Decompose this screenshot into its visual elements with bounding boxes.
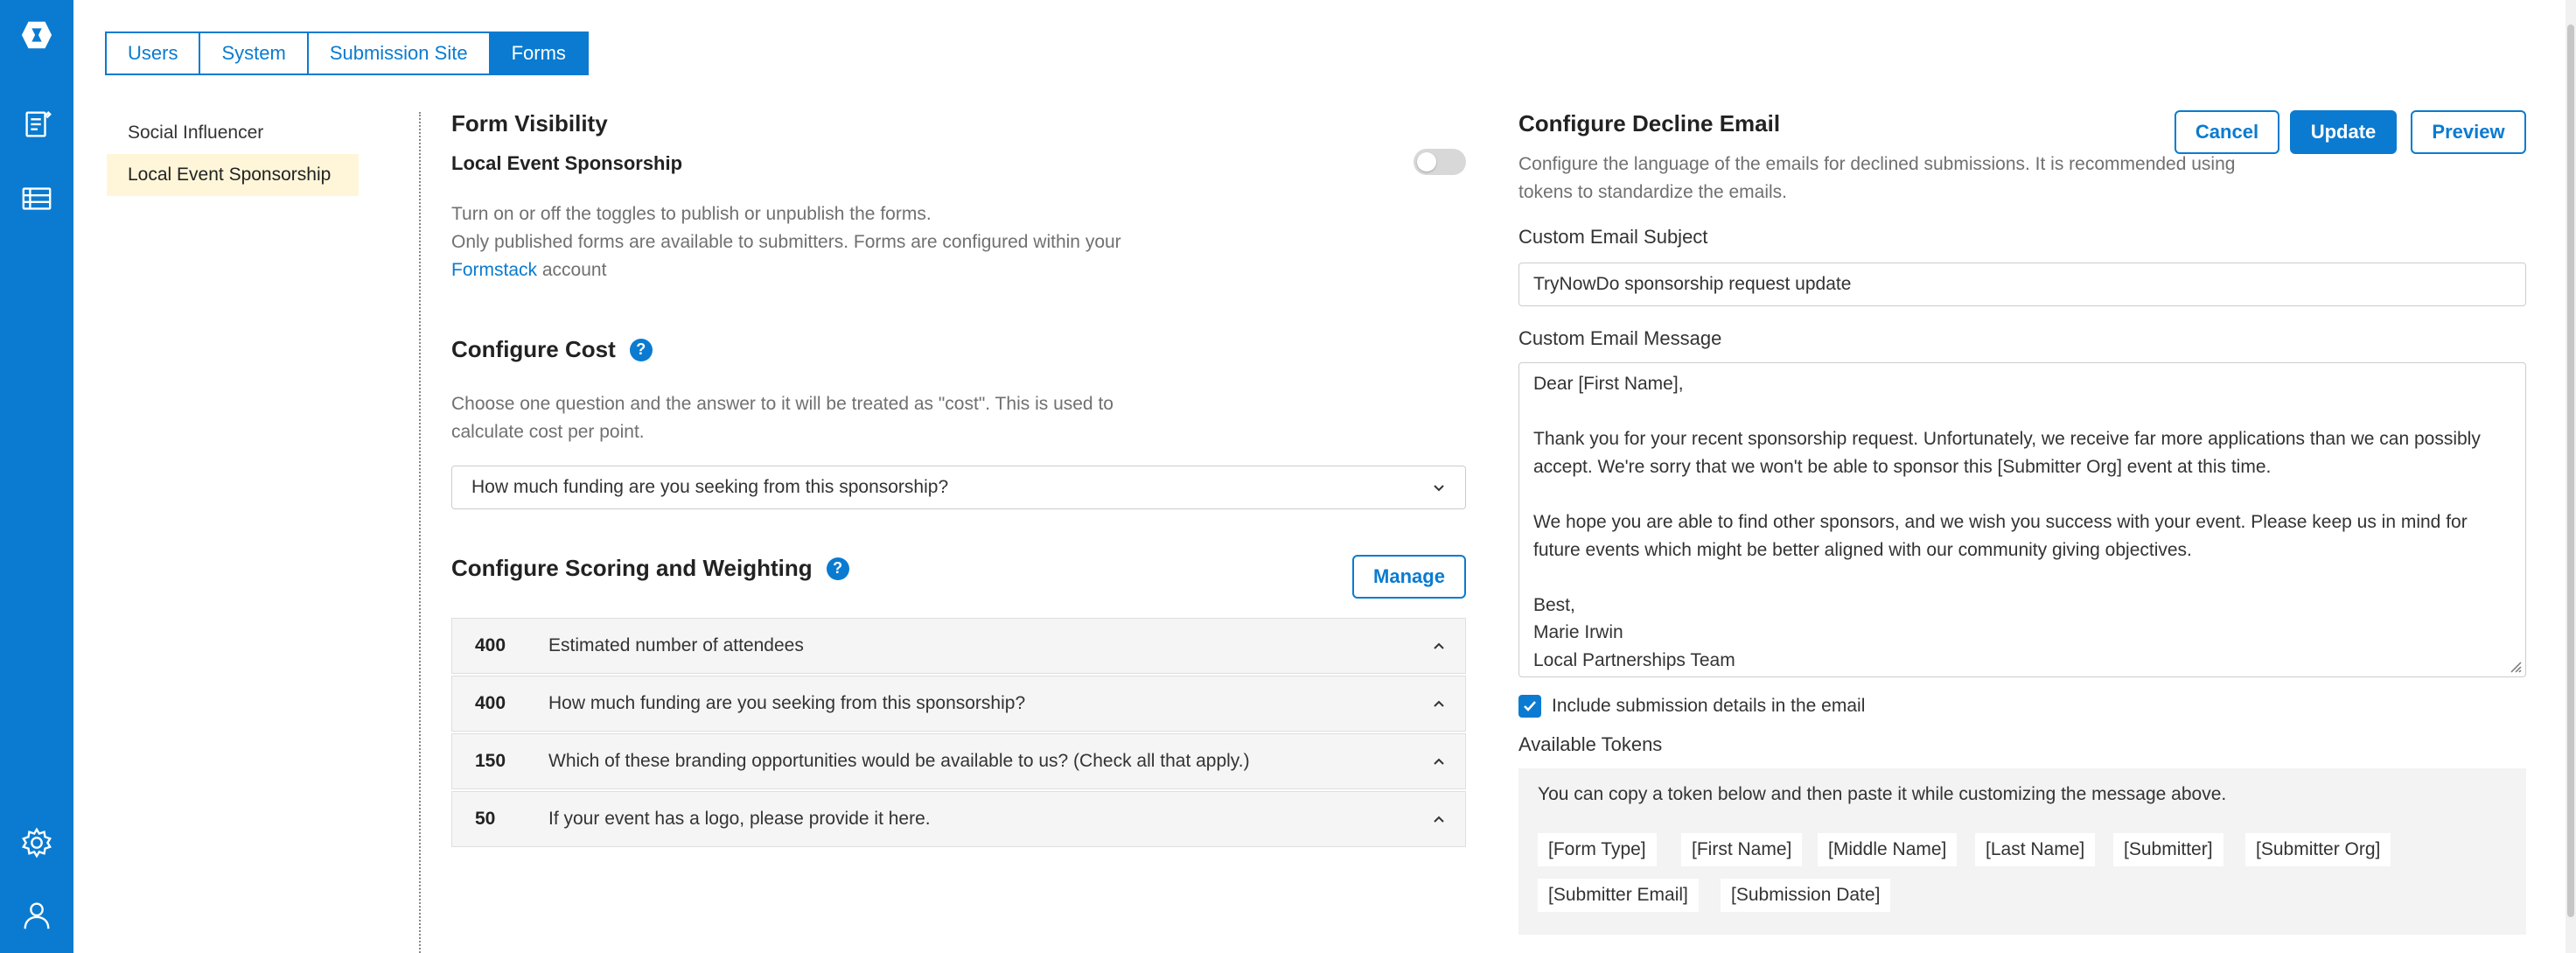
cancel-button[interactable]: Cancel [2175,110,2279,154]
include-details-checkbox[interactable] [1518,695,1541,718]
scoring-item-points: 150 [475,751,506,771]
decline-email-title: Configure Decline Email [1518,110,1781,137]
message-line: Marie Irwin [1533,622,1623,643]
configure-cost-title: Configure Cost [451,336,616,362]
scoring-title: Configure Scoring and Weighting [451,555,813,581]
logo-icon[interactable] [17,16,56,54]
subnav-item-social-influencer[interactable]: Social Influencer [128,123,264,143]
help-icon[interactable]: ? [630,339,653,361]
scoring-item-points: 400 [475,635,506,655]
tab-submission-site[interactable]: Submission Site [307,32,489,75]
list-icon[interactable] [17,179,56,218]
chevron-up-icon[interactable] [1413,812,1465,826]
token-form-type[interactable]: [Form Type] [1538,833,1657,866]
decline-desc-line2: tokens to standardize the emails. [1518,182,1788,202]
tab-users[interactable]: Users [105,32,199,75]
token-first-name[interactable]: [First Name] [1681,833,1802,866]
form-visibility-title: Form Visibility [451,110,608,137]
message-textarea[interactable] [1518,362,2526,677]
subject-value: TryNowDo sponsorship request update [1533,274,1852,294]
tokens-label: Available Tokens [1518,733,1663,755]
manage-button[interactable]: Manage [1352,555,1466,599]
scrollbar-thumb[interactable] [2567,25,2574,917]
resize-handle-icon[interactable] [2508,659,2522,673]
message-line [1533,398,2511,426]
forms-subnav [107,112,359,196]
formstack-link[interactable]: Formstack [451,260,538,280]
visibility-desc-line1: Turn on or off the toggles to publish or unpublish the forms. [451,204,932,224]
scoring-item[interactable] [451,676,1466,732]
tokens-help-text: You can copy a token below and then paste it while customizing the message above. [1538,784,2227,804]
message-line: Local Partnerships Team [1533,649,1735,670]
include-details-label: Include submission details in the email [1552,696,1866,716]
token-submitter-org[interactable]: [Submitter Org] [2245,833,2391,866]
column-divider [419,112,421,953]
cost-desc-line1: Choose one question and the answer to it will be treated as "cost". This is used to [451,394,1113,414]
cost-desc-line2: calculate cost per point. [451,422,645,442]
scoring-header [451,555,849,582]
token-last-name[interactable]: [Last Name] [1975,833,2095,866]
chevron-up-icon[interactable] [1413,754,1465,768]
scoring-item-label: If your event has a logo, please provide it here. [548,809,931,829]
tokens-panel [1518,768,2526,935]
scoring-item[interactable] [451,618,1466,674]
configure-cost-header [451,336,653,363]
scoring-item-label: Estimated number of attendees [548,635,804,655]
checkmark-icon [1522,698,1538,714]
visibility-desc-line3: account [541,260,607,280]
cost-selected-value: How much funding are you seeking from this sponsorship? [471,477,949,497]
page-scrollbar[interactable] [2566,0,2576,953]
settings-tabs [105,32,589,75]
subject-label: Custom Email Subject [1518,226,1708,248]
message-line [1533,480,2511,508]
scoring-item-label: Which of these branding opportunities would be available to us? (Check all that apply.) [548,751,1250,771]
chevron-up-icon[interactable] [1413,639,1465,653]
preview-button[interactable]: Preview [2411,110,2526,154]
left-rail [0,0,73,953]
document-icon[interactable] [17,105,56,144]
tab-system[interactable]: System [199,32,306,75]
scoring-item-label: How much funding are you seeking from this sponsorship? [548,693,1026,713]
message-line: We hope you are able to find other sponsors, and we wish you success with your event. Please keep us in mind for [1533,511,2468,532]
message-line [1533,564,2511,592]
cost-description [451,390,1326,446]
scoring-item[interactable] [451,733,1466,789]
message-line: accept. We're sorry that we won't be able to sponsor this [Submitter Org] event at this time. [1533,456,2272,477]
help-icon[interactable]: ? [827,557,849,580]
token-submitter[interactable]: [Submitter] [2113,833,2223,866]
subject-input[interactable] [1518,263,2526,306]
scoring-item-points: 50 [475,809,496,829]
token-middle-name[interactable]: [Middle Name] [1818,833,1957,866]
visibility-desc-line2: Only published forms are available to submitters. Forms are configured within your [451,232,1121,252]
message-label: Custom Email Message [1518,327,1722,349]
settings-icon[interactable] [17,823,56,862]
token-submitter-email[interactable]: [Submitter Email] [1538,879,1699,912]
scoring-item[interactable] [451,791,1466,847]
message-line: Dear [First Name], [1533,374,1684,394]
message-line: future events which might be better aligned with our community giving objectives. [1533,539,2192,560]
subnav-item-local-event-sponsorship[interactable]: Local Event Sponsorship [107,154,359,196]
update-button[interactable]: Update [2290,110,2397,154]
chevron-down-icon [1432,480,1446,494]
message-line: Thank you for your recent sponsorship request. Unfortunately, we receive far more applications than we can possibly [1533,429,2481,450]
decline-email-description [1518,151,2288,207]
include-details-row [1518,695,1865,718]
scoring-item-points: 400 [475,693,506,713]
token-submission-date[interactable]: [Submission Date] [1721,879,1890,912]
chevron-up-icon[interactable] [1413,697,1465,711]
tab-forms[interactable]: Forms [489,32,589,75]
toggle-knob [1417,152,1436,172]
visibility-description [451,200,1326,284]
form-name: Local Event Sponsorship [451,152,683,174]
decline-desc-line1: Configure the language of the emails for declined submissions. It is recommended using [1518,154,2236,174]
cost-question-select[interactable] [451,466,1466,509]
user-icon[interactable] [17,896,56,935]
publish-toggle[interactable] [1414,149,1466,175]
message-line: Best, [1533,594,1575,615]
